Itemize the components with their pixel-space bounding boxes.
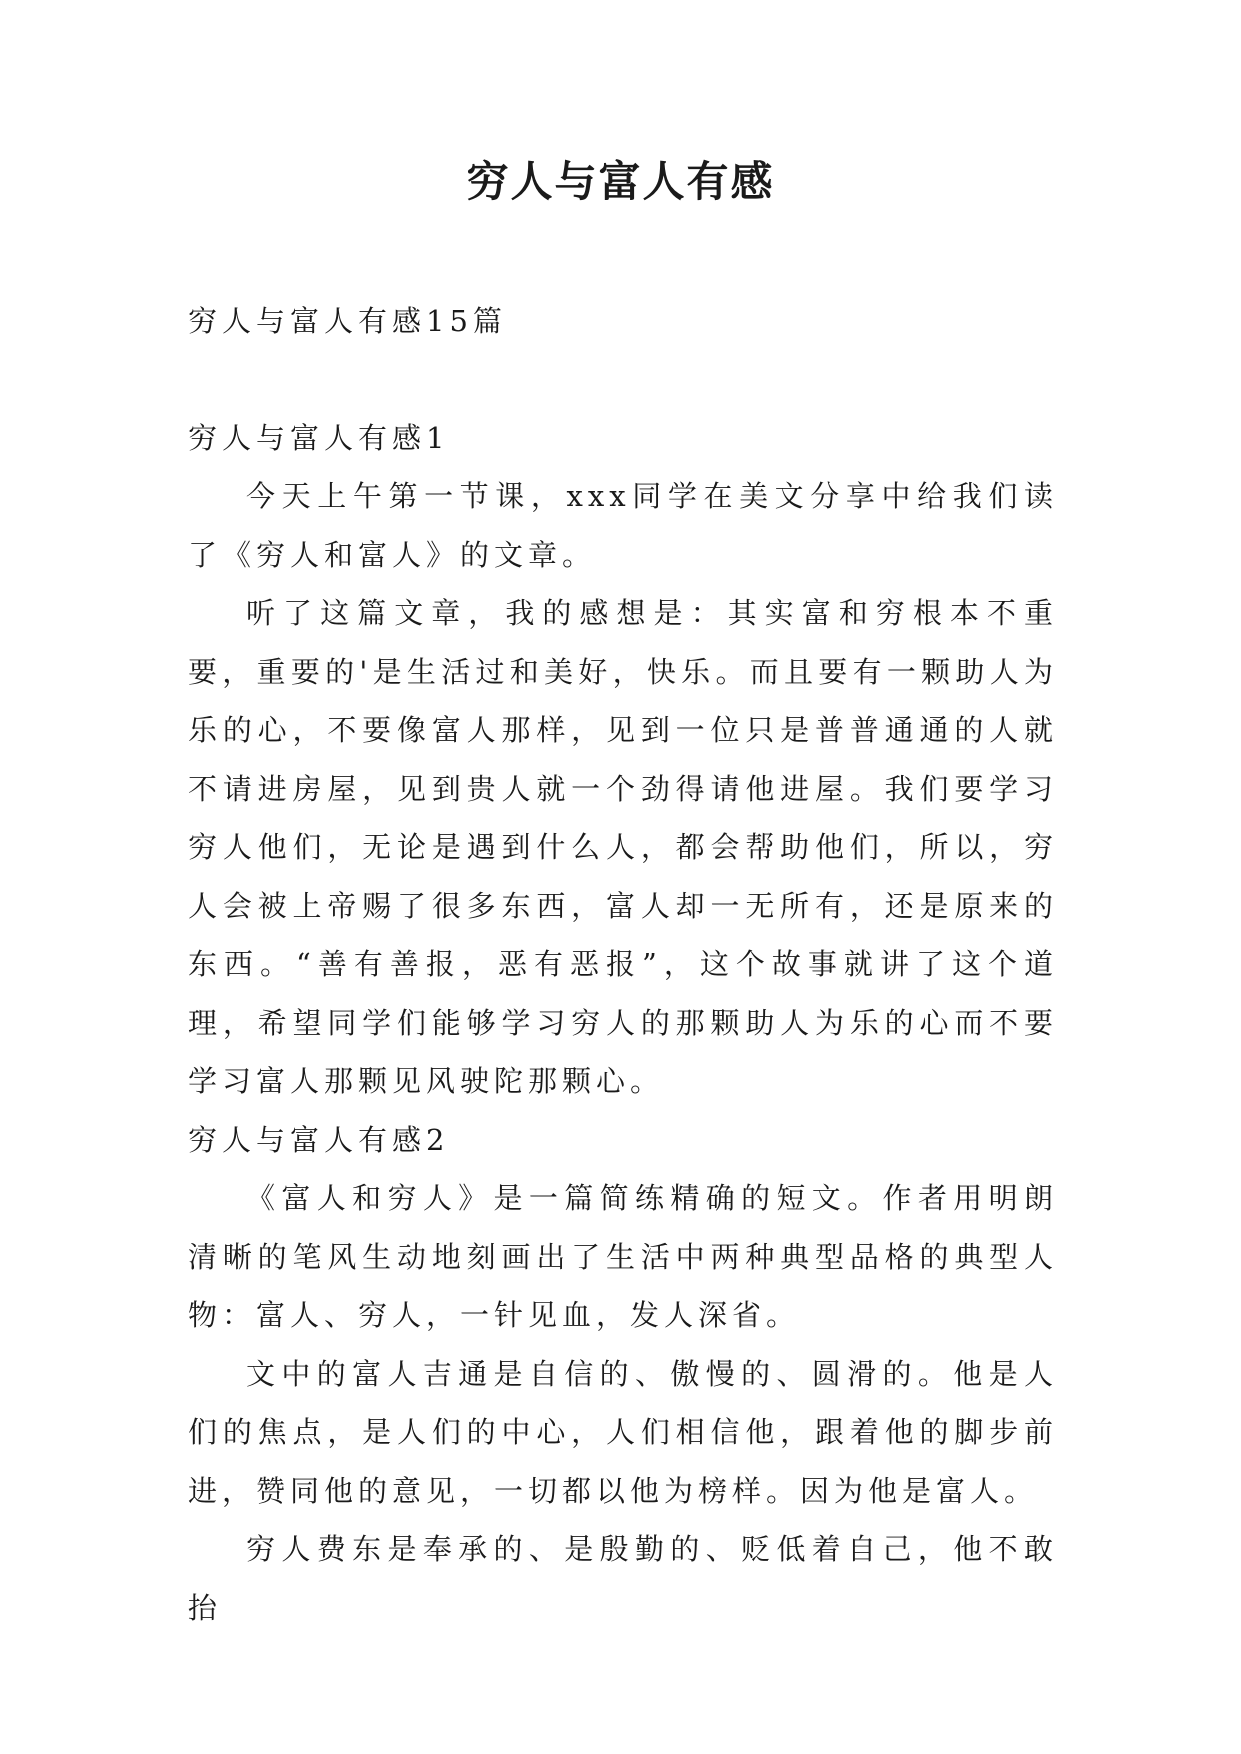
- document-body: [188, 292, 1058, 1637]
- paragraph: 穷人费东是奉承的、是殷勤的、贬低着自己，他不敢抬: [188, 1532, 1058, 1625]
- section-heading: 穷人与富人有感1: [188, 420, 450, 455]
- section-1: [188, 409, 1058, 1111]
- document-subtitle: 穷人与富人有感15篇: [188, 304, 507, 338]
- section-2: [188, 1111, 1058, 1638]
- paragraph: 《富人和穷人》是一篇简练精确的短文。作者用明朗清晰的笔风生动地刻画出了生活中两种典型品格的典型人物：富人、穷人，一针见血，发人深省。: [188, 1181, 1058, 1332]
- paragraph: 今天上午第一节课，xxx同学在美文分享中给我们读了《穷人和富人》的文章。: [188, 479, 1058, 572]
- section-heading: 穷人与富人有感2: [188, 1122, 450, 1157]
- document-title: 穷人与富人有感: [466, 157, 775, 206]
- paragraph: 听了这篇文章，我的感想是：其实富和穷根本不重要，重要的'是生活过和美好，快乐。而且要有一颗助人为乐的心，不要像富人那样，见到一位只是普普通通的人就不请进房屋，见到贵人就一个劲得请他进屋。我们要学习穷人他们，无论是遇到什么人，都会帮助他们，所以，穷人会被上帝赐了很多东西，富人却一无所有，还是原来的东西。“善有善报，恶有恶报”，这个故事就讲了这个道理，希望同学们能够学习穷人的那颗助人为乐的心而不要学习富人那颗见风驶陀那颗心。: [188, 596, 1058, 1098]
- paragraph: 文中的富人吉通是自信的、傲慢的、圆滑的。他是人们的焦点，是人们的中心，人们相信他，跟着他的脚步前进，赞同他的意见，一切都以他为榜样。因为他是富人。: [188, 1356, 1058, 1508]
